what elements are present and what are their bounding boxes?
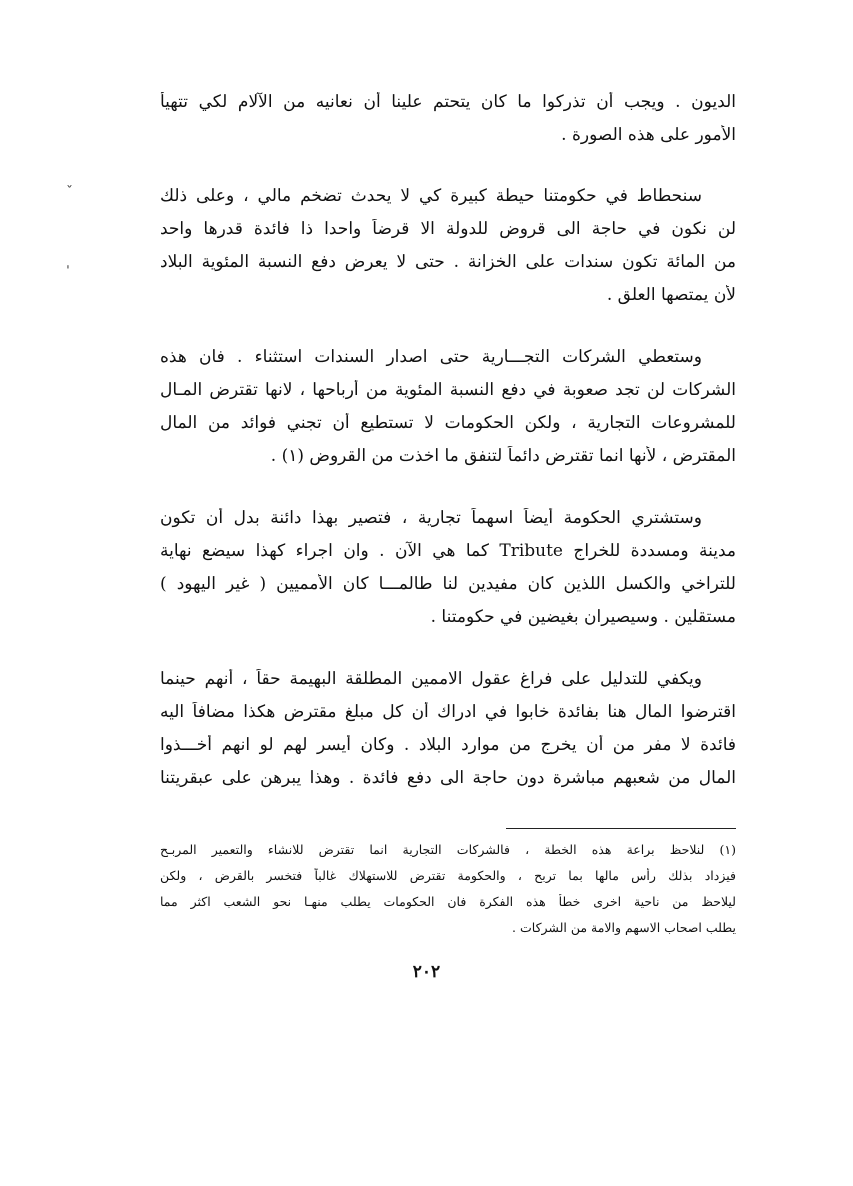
text-line: المقترض ، لأنها انما تقترض دائماً لتنفق ما اخذت من القروض (١) . <box>270 446 736 466</box>
scan-speck: ˇ <box>66 184 73 200</box>
text-line: للمشروعات التجارية ، ولكن الحكومات لا تستطيع أن تجني فوائد من المال <box>160 413 736 433</box>
paragraph <box>160 186 736 318</box>
page-number: ٢٠٢ <box>412 962 441 982</box>
text-line: فائدة لا مفر من أن يخرج من موارد البلاد . وكان أيسر لهم لو انهم أخـــذوا <box>160 735 736 755</box>
text-line: سنحطاط في حكومتنا حيطة كبيرة كي لا يحدث تضخم مالي ، وعلى ذلك <box>160 186 702 206</box>
text-line: مدينة ومسددة للخراج Tribute كما هي الآن . وان اجراء كهذا سيضع نهاية <box>160 541 736 561</box>
text-line: وستعطي الشركات التجـــارية حتى اصدار السندات استثناء . فان هذه <box>160 347 702 367</box>
text-line: المال من شعبهم مباشرة دون حاجة الى دفع فائدة . وهذا يبرهن على عبقريتنا <box>160 768 736 788</box>
text-line: الشركات لن تجد صعوبة في دفع النسبة المئوية من أرباحها ، لانها تقترض المـال <box>160 380 736 400</box>
text-line: ويكفي للتدليل على فراغ عقول الاممين المطلقة البهيمة حقاً ، أنهم حينما <box>160 669 702 689</box>
text-line: وستشتري الحكومة أيضاً اسهماً تجارية ، فتصير بهذا دائنة بدل أن تكون <box>160 508 702 528</box>
text-line: لأن يمتصها العلق . <box>606 285 736 305</box>
text-line: مستقلين . وسيصيران بغيضين في حكومتنا . <box>430 607 736 627</box>
paragraph <box>160 92 736 158</box>
text-line: للتراخي والكسل اللذين كان مفيدين لنا طالمـــا كان الأمميين ( غير اليهود ) <box>160 574 736 594</box>
paragraph <box>160 508 736 640</box>
text-line: الديون . ويجب أن تذركوا ما كان يتحتم علينا أن نعانيه من الآلام لكي تتهيأ <box>160 92 736 112</box>
text-line: الأمور على هذه الصورة . <box>561 125 736 145</box>
footnote-separator <box>506 828 736 829</box>
text-line: لن نكون في حاجة الى قروض للدولة الا قرضاً واحدا ذا فائدة قدرها واحد <box>160 219 736 239</box>
footnote-line: (١) لنلاحظ براعة هذه الخطة ، فالشركات التجارية انما تقترض للانشاء والتعمير المربـح <box>160 842 736 857</box>
footnote <box>160 842 736 946</box>
text-line: من المائة تكون سندات على الخزانة . حتى لا يعرض دفع النسبة المئوية البلاد <box>160 252 736 272</box>
paragraph <box>160 347 736 479</box>
text-line: اقترضوا المال هنا بفائدة خابوا في ادراك أن كل مبلغ مقترض هكذا مضافاً اليه <box>160 702 736 722</box>
paragraph <box>160 669 736 801</box>
scan-speck: ˈ <box>66 264 70 280</box>
footnote-line: فيزداد بذلك رأس مالها بما تربح ، والحكومة تقترض للاستهلاك غالباً فتخسر بالقرض ، ولكن <box>160 868 736 883</box>
footnote-line: ليلاحظ من ناحية اخرى خطأ هذه الفكرة فان الحكومات يطلب منهـا نحو الشعب اكثر مما <box>160 894 736 909</box>
footnote-line: يطلب اصحاب الاسهم والامة من الشركات . <box>512 920 736 935</box>
